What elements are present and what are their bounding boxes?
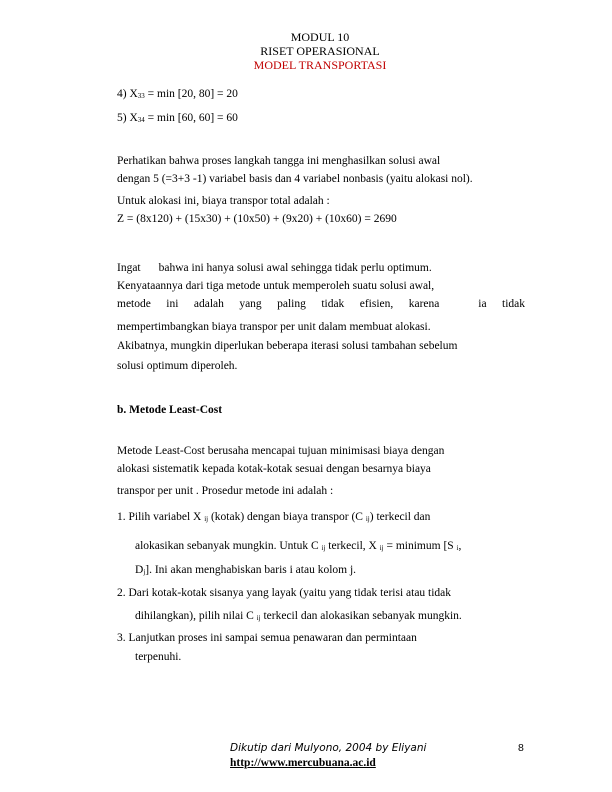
- chapter-title: MODEL TRANSPORTASI: [253, 58, 387, 72]
- footer-credit: Dikutip dari Mulyono, 2004 by Eliyani: [230, 742, 427, 754]
- list-item-1-cont: Dj]. Ini akan menghabiskan baris i atau kolom j.: [135, 564, 357, 576]
- section-heading: b. Metode Least-Cost: [117, 404, 223, 416]
- paragraph-line: Perhatikan bahwa proses langkah tangga ini menghasilkan solusi awal: [117, 155, 441, 167]
- justified-line: metode ini adalah yang paling tidak efisien, karena ia tidak: [117, 298, 525, 310]
- list-item-2: 2. Dari kotak-kotak sisanya yang layak (yaitu yang tidak terisi atau tidak: [117, 587, 452, 599]
- page-number: 8: [518, 742, 524, 754]
- paragraph-line: Untuk alokasi ini, biaya transpor total adalah :: [117, 195, 330, 207]
- paragraph-line: Metode Least-Cost berusaha mencapai tujuan minimisasi biaya dengan: [117, 445, 445, 457]
- footer-link[interactable]: http://www.mercubuana.ac.id: [230, 757, 376, 769]
- module-number: MODUL 10: [290, 30, 350, 44]
- list-item-1: 1. Pilih variabel X ij (kotak) dengan biaya transpor (C ij) terkecil dan: [117, 511, 431, 523]
- paragraph-line: Akibatnya, mungkin diperlukan beberapa iterasi solusi tambahan sebelum: [117, 340, 458, 352]
- paragraph-line: Kenyataannya dari tiga metode untuk memperoleh suatu solusi awal,: [117, 280, 435, 292]
- step-5: 5) X34 = min [60, 60] = 60: [117, 112, 238, 124]
- paragraph-line: mempertimbangkan biaya transpor per unit dalam membuat alokasi.: [117, 321, 431, 333]
- list-item-2-cont: dihilangkan), pilih nilai C ij terkecil dan alokasikan sebanyak mungkin.: [135, 610, 462, 622]
- paragraph-line: Ingat bahwa ini hanya solusi awal sehingga tidak perlu optimum.: [117, 262, 432, 274]
- paragraph-line: solusi optimum diperoleh.: [117, 360, 238, 372]
- list-item-3-cont: terpenuhi.: [135, 651, 182, 663]
- paragraph-line: dengan 5 (=3+3 -1) variabel basis dan 4 variabel nonbasis (yaitu alokasi nol).: [117, 173, 473, 185]
- list-item-3: 3. Lanjutkan proses ini sampai semua penawaran dan permintaan: [117, 632, 417, 644]
- step-4: 4) X33 = min [20, 80] = 20: [117, 88, 238, 100]
- course-title: RISET OPERASIONAL: [260, 44, 380, 58]
- list-item-1-cont: alokasikan sebanyak mungkin. Untuk C ij terkecil, X ij = minimum [S i,: [135, 540, 462, 552]
- cost-formula: Z = (8x120) + (15x30) + (10x50) + (9x20) + (10x60) = 2690: [117, 213, 397, 225]
- paragraph-line: transpor per unit . Prosedur metode ini adalah :: [117, 485, 334, 497]
- paragraph-line: alokasi sistematik kepada kotak-kotak sesuai dengan besarnya biaya: [117, 463, 431, 475]
